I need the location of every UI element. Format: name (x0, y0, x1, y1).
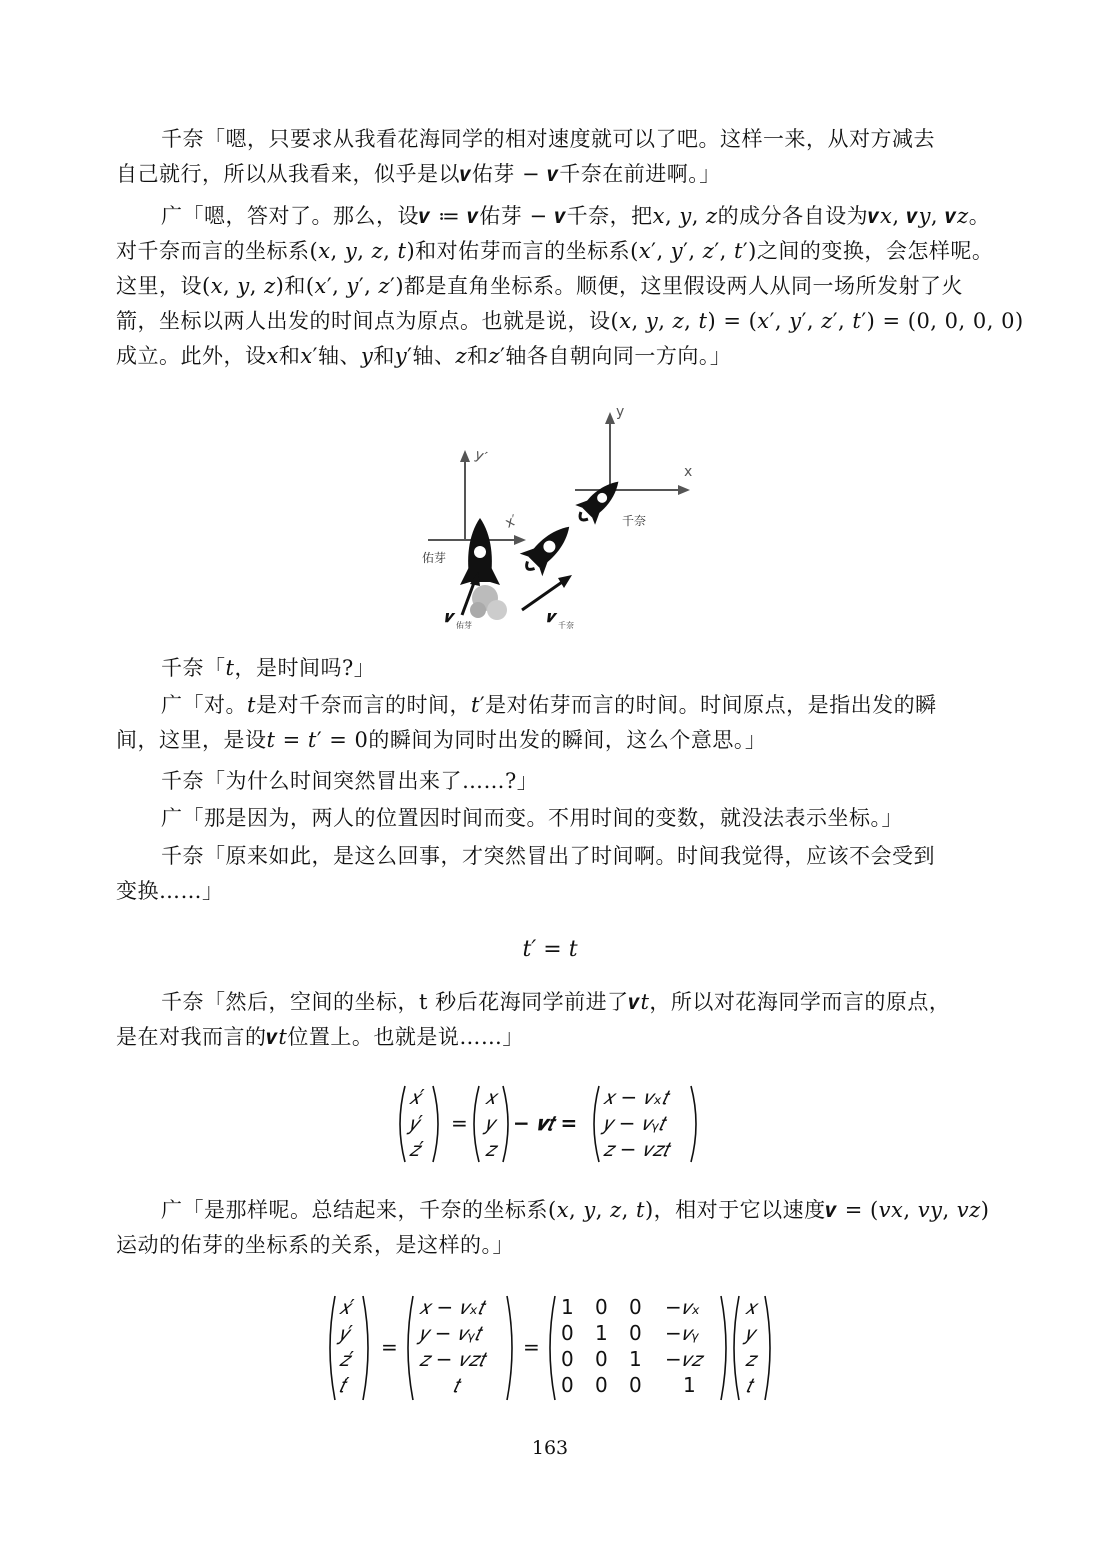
x-axis-label: x (684, 464, 693, 480)
text-line: 千奈「原来如此，是这么回事，才突然冒出了时间啊。时间我觉得，应该不会受到 (161, 844, 935, 868)
text-line: 广「那是因为，两人的位置因时间而变。不用时间的变数，就没法表示坐标。」 (161, 806, 903, 830)
time-equation: 𝑡′ = 𝑡 (522, 937, 578, 962)
rocket-diagram (400, 400, 700, 640)
v-yume-label: 𝒗 (444, 607, 453, 626)
matrix-entry: 𝑥 (745, 1295, 757, 1319)
text-line: 成立。此外，设𝑥和𝑥′轴、𝑦和𝑦′轴、𝑧和𝑧′轴各自朝向同一方向。」 (116, 344, 732, 368)
equals-sign: = (381, 1335, 398, 1359)
paragraph-2 (116, 199, 1024, 374)
paragraph-1 (116, 122, 1006, 192)
china-label: 千奈 (622, 514, 647, 528)
v-china-label: 𝒗 (546, 607, 555, 626)
text-line: 是在对我而言的𝒗𝑡位置上。也就是说……」 (116, 1025, 524, 1049)
text-line: 对千奈而言的坐标系(𝑥, 𝑦, 𝑧, 𝑡)和对佑芽而言的坐标系(𝑥′, 𝑦′, 𝑧′, 𝑡′)之间的变换，会怎样呢。 (116, 239, 994, 263)
text-line: 变换……」 (116, 879, 224, 903)
matrix-entry: 𝑧 − 𝑣𝑧𝑡 (419, 1347, 485, 1371)
coordinate-equation-2 (325, 1292, 785, 1404)
text-line: 广「是那样呢。总结起来，千奈的坐标系(𝑥, 𝑦, 𝑧, 𝑡)，相对于它以速度𝒗 = (𝑣𝑥, 𝑣𝑦, 𝑣𝑧) (161, 1198, 990, 1222)
matrix-entry: 𝑦′ (409, 1111, 423, 1135)
paragraph-8 (116, 985, 1006, 1055)
text-line: 广「对。𝑡是对千奈而言的时间，𝑡′是对佑芽而言的时间。时间原点，是指出发的瞬 (161, 693, 937, 717)
matrix-entry: 0 (561, 1373, 574, 1397)
text-line: 自己就行，所以从我看来，似乎是以𝒗佑芽 − 𝒗千奈在前进啊。」 (116, 162, 721, 186)
text-line: 广「嗯，答对了。那么，设𝒗 ≔ 𝒗佑芽 − 𝒗千奈，把𝑥, 𝑦, 𝑧的成分各自设为𝒗𝑥, 𝒗𝑦, 𝒗𝑧。 (161, 204, 991, 228)
matrix-entry: 0 (595, 1347, 608, 1371)
matrix-entry: 𝑦′ (339, 1321, 353, 1345)
coordinate-equation-1 (395, 1082, 705, 1166)
x-prime-axis-label: x′ (502, 512, 521, 532)
matrix-entry: 𝑡′ (339, 1373, 350, 1397)
matrix-entry: 0 (629, 1321, 642, 1345)
paragraph-3 (116, 651, 1006, 686)
v-china-subscript: 千奈 (558, 621, 574, 630)
matrix-entry: 0 (595, 1373, 608, 1397)
matrix-entry: 0 (629, 1295, 642, 1319)
matrix-entry: 𝑧′ (409, 1137, 424, 1161)
yume-label: 佑芽 (422, 551, 447, 565)
matrix-entry: 𝑧′ (339, 1347, 354, 1371)
matrix-entry: 𝑦 (485, 1111, 495, 1135)
text-line: 这里，设(𝑥, 𝑦, 𝑧)和(𝑥′, 𝑦′, 𝑧′)都是直角坐标系。顺便，这里假设两人从同一场所发射了火 (116, 274, 964, 298)
text-line: 千奈「为什么时间突然冒出来了……?」 (161, 769, 539, 793)
matrix-entry: 𝑦 − 𝑣ᵧ𝑡 (603, 1111, 665, 1135)
paragraph-4 (116, 688, 1006, 758)
matrix-entry: 𝑧 (745, 1347, 756, 1371)
matrix-entry: 0 (595, 1295, 608, 1319)
matrix-entry: 𝑦 − 𝑣ᵧ𝑡 (419, 1321, 481, 1345)
equals-sign: = (451, 1111, 468, 1135)
matrix-entry: 𝑥 (485, 1085, 497, 1109)
matrix-entry: 0 (561, 1347, 574, 1371)
matrix-entry: 0 (561, 1321, 574, 1345)
matrix-entry: 𝑧 − 𝑣𝑧𝑡 (603, 1137, 669, 1161)
matrix-entry: 1 (595, 1321, 608, 1345)
text-line: 千奈「嗯，只要求从我看花海同学的相对速度就可以了吧。这样一来，从对方减去 (161, 127, 935, 151)
paragraph-9 (116, 1193, 1006, 1263)
rocket-icon (571, 472, 628, 529)
matrix-entry: 𝑧 (485, 1137, 496, 1161)
text-line: 箭，坐标以两人出发的时间点为原点。也就是说，设(𝑥, 𝑦, 𝑧, 𝑡) = (𝑥′, 𝑦′, 𝑧′, 𝑡′) = (0, 0, 0, 0) (116, 309, 1024, 333)
page-number: 163 (531, 1437, 569, 1459)
paragraph-7 (116, 839, 1006, 909)
matrix-entry: 𝑥 − 𝑣ₓ𝑡 (603, 1085, 668, 1109)
matrix-entry: 1 (683, 1373, 696, 1397)
matrix-entry: 𝑥′ (409, 1085, 425, 1109)
v-yume-subscript: 佑芽 (456, 621, 472, 630)
matrix-entry: −𝑣ₓ (665, 1295, 701, 1319)
paragraph-6 (116, 801, 1006, 836)
matrix-entry: 𝑦 (745, 1321, 755, 1345)
text-line: 千奈「然后，空间的坐标，t 秒后花海同学前进了𝒗𝑡，所以对花海同学而言的原点， (161, 990, 951, 1014)
rocket-icon (516, 515, 580, 579)
matrix-entry: 𝑥 − 𝑣ₓ𝑡 (419, 1295, 484, 1319)
y-prime-axis-label: y′ (472, 446, 489, 466)
matrix-entry: −𝑣𝑧 (665, 1347, 702, 1371)
matrix-entry: 1 (629, 1347, 642, 1371)
matrix-entry: 𝑡 (746, 1373, 753, 1397)
velocity-arrow-china (522, 575, 572, 610)
matrix-entry: 0 (629, 1373, 642, 1397)
text-line: 间，这里，是设𝑡 = 𝑡′ = 0的瞬间为同时出发的瞬间，这么个意思。」 (116, 728, 767, 752)
matrix-entry: 𝑥′ (339, 1295, 355, 1319)
minus-vt-term: − 𝒗𝑡 = (513, 1111, 578, 1135)
text-line: 千奈「𝑡，是时间吗?」 (161, 656, 376, 680)
matrix-entry: 𝑡 (453, 1373, 460, 1397)
text-line: 运动的佑芽的坐标系的关系，是这样的。」 (116, 1233, 514, 1257)
matrix-entry: 1 (561, 1295, 574, 1319)
equals-sign: = (523, 1335, 540, 1359)
matrix-entry: −𝑣ᵧ (665, 1321, 699, 1345)
y-axis-label: y (616, 404, 625, 420)
paragraph-5 (116, 764, 1006, 799)
